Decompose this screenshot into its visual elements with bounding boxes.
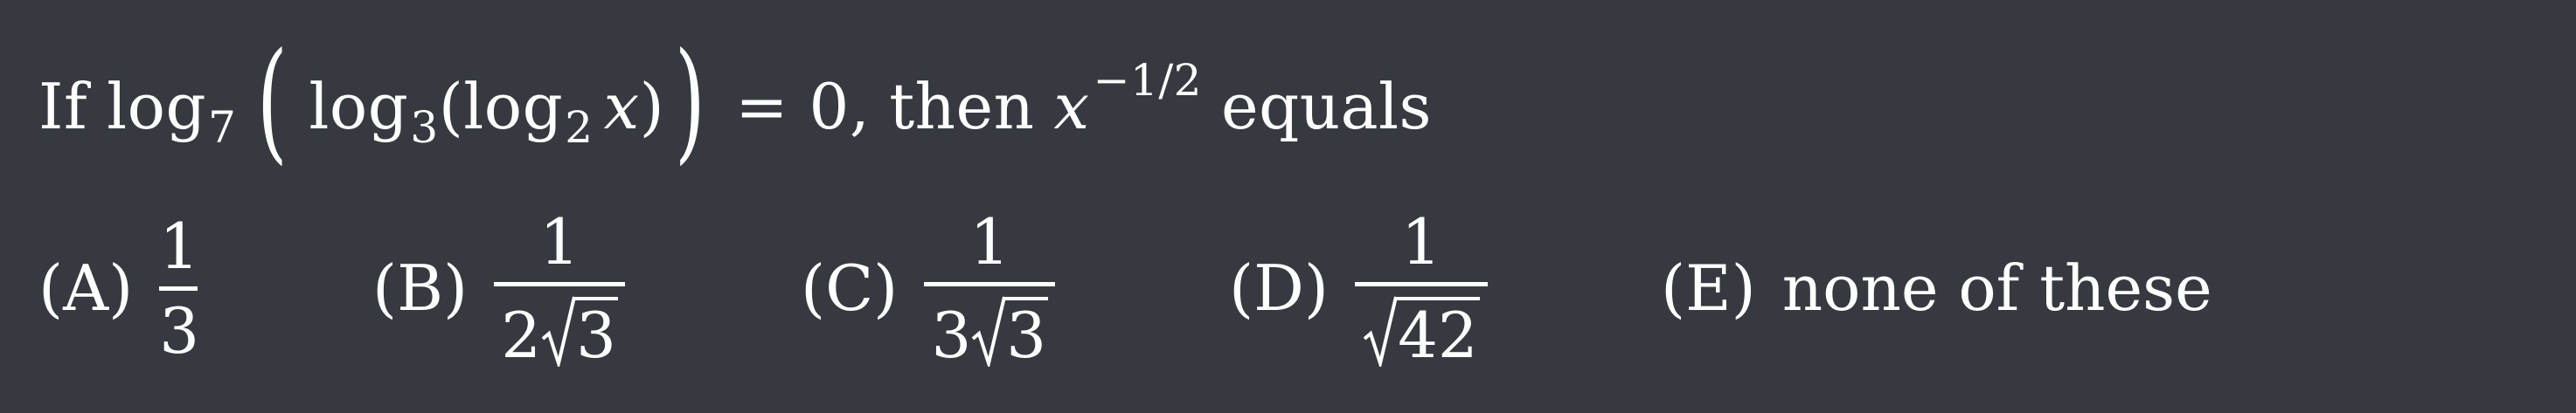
numerator: 1 xyxy=(159,209,199,283)
radicand: 3 xyxy=(576,298,616,372)
log-middle: log xyxy=(309,70,409,143)
log-middle-base: 3 xyxy=(410,102,439,153)
option-d[interactable] xyxy=(1229,196,1488,380)
variable-x: x xyxy=(603,70,640,143)
option-a[interactable] xyxy=(38,196,199,380)
big-paren-open: ( xyxy=(257,25,288,177)
square-root xyxy=(541,295,618,372)
option-letter: (A) xyxy=(38,251,134,325)
option-fraction xyxy=(159,209,199,368)
inner-paren-close: ) xyxy=(639,70,665,143)
then-word: then xyxy=(889,70,1035,143)
option-letter: (D) xyxy=(1229,251,1329,325)
radical-sign-icon xyxy=(541,295,576,367)
option-e[interactable] xyxy=(1661,196,2212,380)
coefficient: 2 xyxy=(501,298,542,372)
option-text: none of these xyxy=(1781,251,2212,325)
option-c[interactable] xyxy=(801,196,1055,380)
option-fraction xyxy=(1355,204,1488,372)
inner-paren-open: ( xyxy=(438,70,464,143)
question-lead: If xyxy=(38,70,88,143)
numerator: 1 xyxy=(1401,204,1441,279)
log-inner-base: 2 xyxy=(565,102,594,153)
radical-sign-icon xyxy=(1363,295,1398,367)
denominator: 3 xyxy=(159,293,199,368)
option-letter: (E) xyxy=(1661,251,1756,325)
numerator: 1 xyxy=(969,204,1010,279)
square-root xyxy=(971,295,1048,372)
radical-sign-icon xyxy=(971,295,1006,367)
log-inner: log xyxy=(463,70,564,143)
log-outer-base: 7 xyxy=(208,102,237,153)
denominator xyxy=(501,286,618,372)
equals-zero: = 0, xyxy=(735,70,871,143)
option-fraction xyxy=(924,204,1055,372)
answer-options xyxy=(38,196,2538,380)
option-letter: (B) xyxy=(372,251,469,325)
square-root xyxy=(1363,295,1480,372)
option-b[interactable] xyxy=(372,196,625,380)
coefficient: 3 xyxy=(931,298,972,372)
radicand: 3 xyxy=(1006,298,1047,372)
log-outer: log xyxy=(107,70,207,143)
radicand: 42 xyxy=(1398,298,1478,372)
big-paren-close: ) xyxy=(675,25,706,177)
exponent: −1/2 xyxy=(1093,55,1202,106)
option-fraction xyxy=(494,204,625,372)
question-tail: equals xyxy=(1221,70,1432,143)
denominator xyxy=(1363,286,1480,372)
x-variable: x xyxy=(1053,70,1090,143)
question-text xyxy=(38,25,1432,177)
denominator xyxy=(931,286,1048,372)
option-letter: (C) xyxy=(801,251,899,325)
numerator: 1 xyxy=(539,204,580,279)
